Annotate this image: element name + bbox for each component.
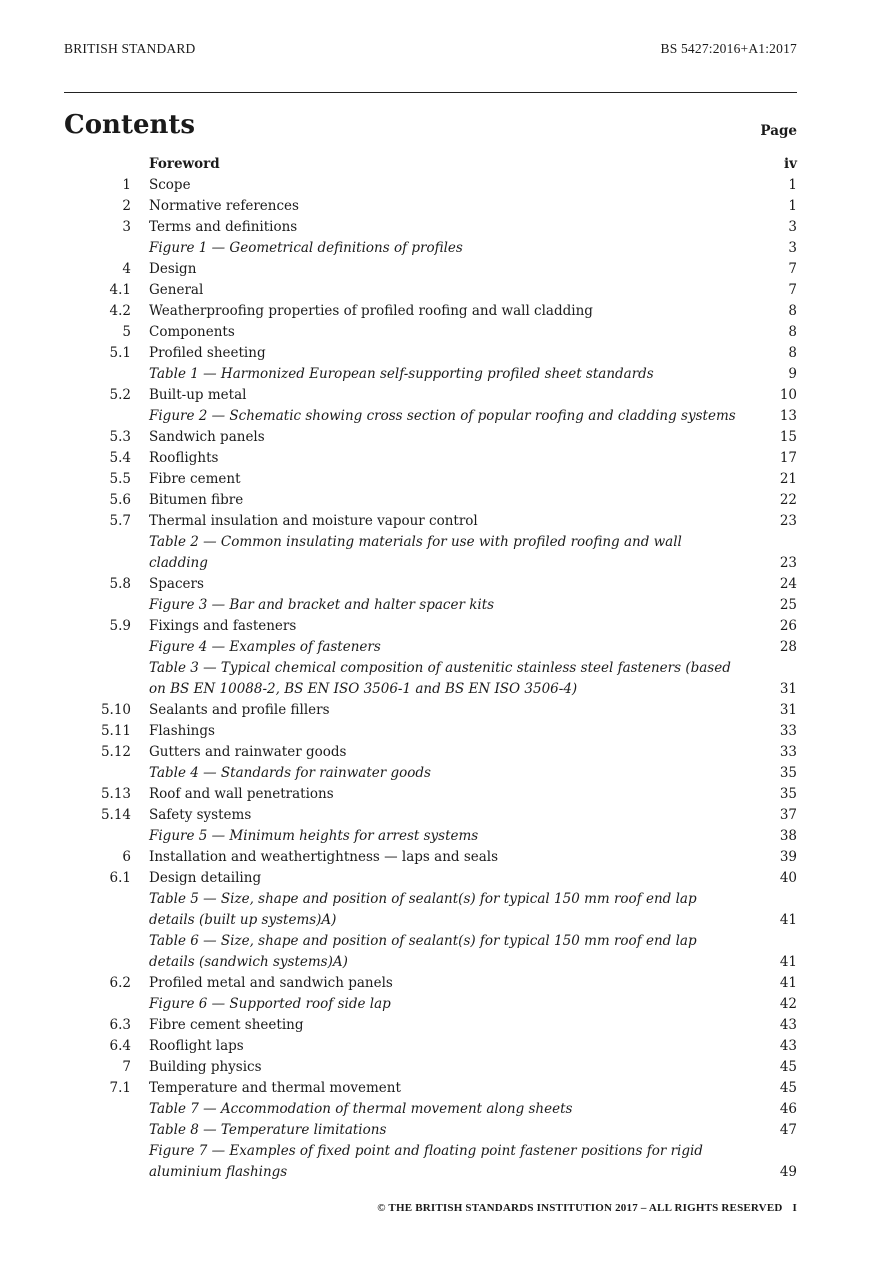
toc-entry-page: 17: [779, 450, 797, 466]
toc-entry-page: 35: [779, 765, 797, 781]
toc-entry-page: 40: [779, 870, 797, 886]
toc-entry-number: 7: [122, 1059, 131, 1075]
toc-entry-title: Design: [149, 261, 197, 277]
toc-entry-page: 8: [788, 324, 797, 340]
toc-entry[interactable]: [64, 154, 797, 175]
toc-entry-number: 7.1: [109, 1080, 131, 1096]
toc-entry-page: 3: [788, 219, 797, 235]
toc-entry-title: Components: [149, 324, 235, 340]
toc-entry[interactable]: [64, 784, 797, 805]
toc-entry[interactable]: [64, 511, 797, 532]
toc-entry-title: Installation and weathertightness — laps and seals: [149, 849, 499, 865]
toc-entry-page: 25: [779, 597, 797, 613]
footer-page-number: I: [792, 1202, 797, 1214]
footer-copyright: © THE BRITISH STANDARDS INSTITUTION 2017 – ALL RIGHTS RESERVED: [377, 1202, 783, 1214]
toc-entry[interactable]: [64, 574, 797, 595]
toc-entry-title: Bitumen fibre: [149, 492, 244, 508]
toc-entry-title: Gutters and rainwater goods: [149, 744, 347, 760]
toc-entry-number: 5.11: [100, 723, 131, 739]
toc-entry-title: Table 3 — Typical chemical composition of austenitic stainless steel fasteners (based on BS EN 10088-2, BS EN ISO 3506-1 and BS EN ISO 3506-4): [149, 660, 731, 697]
toc-entry[interactable]: [64, 1036, 797, 1057]
toc-entry[interactable]: [64, 1078, 797, 1099]
toc-entry-page: 21: [779, 471, 797, 487]
toc-entry[interactable]: [64, 448, 797, 469]
toc-entry-number: 6.4: [109, 1038, 131, 1054]
toc-entry-title: Profiled sheeting: [149, 345, 266, 361]
toc-entry-page: 22: [779, 492, 797, 508]
toc-entry-title: Thermal insulation and moisture vapour control: [149, 513, 478, 529]
toc-entry-page: 38: [779, 828, 797, 844]
toc-entry-title: Fixings and fasteners: [149, 618, 297, 634]
toc-entry-number: 5.2: [109, 387, 131, 403]
toc-entry-title: Foreword: [149, 156, 220, 172]
toc-entry-page: 41: [779, 954, 797, 970]
toc-entry-title: Design detailing: [149, 870, 262, 886]
footer: [377, 1202, 797, 1214]
toc-entry-page: 47: [779, 1122, 797, 1138]
toc-entry[interactable]: [64, 658, 797, 700]
toc-entry-title: Figure 2 — Schematic showing cross section of popular roofing and cladding systems: [149, 408, 736, 424]
toc-entry[interactable]: [64, 322, 797, 343]
toc-entry-number: 4: [122, 261, 131, 277]
toc-entry-page: 28: [779, 639, 797, 655]
toc-entry[interactable]: [64, 1141, 797, 1183]
toc-entry-page: 9: [788, 366, 797, 382]
toc-entry-page: 46: [779, 1101, 797, 1117]
table-of-contents: [64, 154, 797, 1183]
toc-entry[interactable]: [64, 217, 797, 238]
page-title: Contents: [64, 110, 196, 140]
toc-entry-number: 5.5: [109, 471, 131, 487]
toc-entry-page: 33: [779, 744, 797, 760]
toc-entry[interactable]: [64, 406, 797, 427]
toc-entry[interactable]: [64, 973, 797, 994]
toc-entry-title: Table 1 — Harmonized European self-supporting profiled sheet standards: [149, 366, 654, 382]
toc-entry-page: 7: [788, 261, 797, 277]
toc-entry[interactable]: [64, 847, 797, 868]
toc-entry-title: Table 5 — Size, shape and position of sealant(s) for typical 150 mm roof end lap details (built up systems)A): [149, 891, 697, 928]
toc-entry-page: 23: [779, 555, 797, 571]
toc-entry-title: Sealants and profile fillers: [149, 702, 330, 718]
toc-entry-number: 5.1: [109, 345, 131, 361]
toc-entry[interactable]: [64, 469, 797, 490]
toc-entry-title: Normative references: [149, 198, 299, 214]
toc-entry[interactable]: [64, 532, 797, 574]
toc-entry-title: Table 7 — Accommodation of thermal movement along sheets: [149, 1101, 573, 1117]
toc-entry[interactable]: [64, 721, 797, 742]
toc-entry-number: 5.10: [100, 702, 131, 718]
toc-entry-page: 10: [779, 387, 797, 403]
toc-entry-title: Table 6 — Size, shape and position of sealant(s) for typical 150 mm roof end lap details (sandwich systems)A): [149, 933, 697, 970]
toc-entry-title: Figure 6 — Supported roof side lap: [149, 996, 391, 1012]
toc-entry-page: 41: [779, 975, 797, 991]
toc-entry[interactable]: [64, 889, 797, 931]
toc-entry-title: Figure 1 — Geometrical definitions of profiles: [149, 240, 463, 256]
toc-entry-title: Table 2 — Common insulating materials for use with profiled roofing and wall cladding: [149, 534, 682, 571]
toc-entry-page: 33: [779, 723, 797, 739]
toc-entry-number: 6.2: [109, 975, 131, 991]
toc-entry-number: 5.4: [109, 450, 131, 466]
toc-entry[interactable]: [64, 238, 797, 259]
toc-entry-number: 4.1: [109, 282, 131, 298]
toc-entry-page: 24: [779, 576, 797, 592]
toc-entry-number: 1: [122, 177, 131, 193]
toc-entry-page: 26: [779, 618, 797, 634]
toc-entry-page: 3: [788, 240, 797, 256]
toc-entry-title: Table 8 — Temperature limitations: [149, 1122, 387, 1138]
toc-entry[interactable]: [64, 427, 797, 448]
toc-entry-number: 5.8: [109, 576, 131, 592]
header-right: BS 5427:2016+A1:2017: [660, 41, 797, 56]
toc-entry-title: Terms and definitions: [149, 219, 298, 235]
toc-entry-page: 7: [788, 282, 797, 298]
page-column-label: Page: [760, 123, 797, 139]
toc-entry[interactable]: [64, 280, 797, 301]
toc-entry-title: Safety systems: [149, 807, 252, 823]
toc-entry[interactable]: [64, 763, 797, 784]
toc-entry-title: Building physics: [149, 1059, 262, 1075]
toc-entry-number: 6: [122, 849, 131, 865]
toc-entry-title: Sandwich panels: [149, 429, 265, 445]
toc-entry-page: 37: [779, 807, 797, 823]
toc-entry-page: 31: [779, 702, 797, 718]
toc-entry[interactable]: [64, 1120, 797, 1141]
toc-entry-page: 31: [779, 681, 797, 697]
toc-entry[interactable]: [64, 700, 797, 721]
toc-entry-title: Spacers: [149, 576, 204, 592]
toc-entry-number: 6.1: [109, 870, 131, 886]
toc-entry-title: Figure 3 — Bar and bracket and halter spacer kits: [149, 597, 495, 613]
toc-entry-number: 2: [122, 198, 131, 214]
toc-entry-page: 1: [788, 177, 797, 193]
header-left: BRITISH STANDARD: [64, 41, 196, 56]
toc-entry[interactable]: [64, 490, 797, 511]
toc-entry-title: Rooflight laps: [149, 1038, 244, 1054]
toc-entry-number: 5.12: [100, 744, 131, 760]
toc-entry[interactable]: [64, 805, 797, 826]
toc-entry-title: Built-up metal: [149, 387, 247, 403]
toc-entry-number: 5.9: [109, 618, 131, 634]
toc-entry-page: 35: [779, 786, 797, 802]
toc-entry-page: 8: [788, 303, 797, 319]
toc-entry-page: 15: [779, 429, 797, 445]
toc-entry[interactable]: [64, 826, 797, 847]
toc-entry-title: Rooflights: [149, 450, 219, 466]
toc-entry-page: 1: [788, 198, 797, 214]
header-rule: [64, 92, 797, 93]
toc-entry-title: Fibre cement sheeting: [149, 1017, 304, 1033]
toc-entry-number: 5.3: [109, 429, 131, 445]
toc-entry-title: Weatherproofing properties of profiled roofing and wall cladding: [149, 303, 593, 319]
toc-entry[interactable]: [64, 868, 797, 889]
toc-entry[interactable]: [64, 259, 797, 280]
toc-entry[interactable]: [64, 175, 797, 196]
toc-entry-page: 23: [779, 513, 797, 529]
toc-entry[interactable]: [64, 616, 797, 637]
toc-entry-page: 8: [788, 345, 797, 361]
toc-entry[interactable]: [64, 385, 797, 406]
toc-entry[interactable]: [64, 301, 797, 322]
toc-entry[interactable]: [64, 994, 797, 1015]
toc-entry[interactable]: [64, 1099, 797, 1120]
toc-entry[interactable]: [64, 1015, 797, 1036]
toc-entry-page: 45: [779, 1080, 797, 1096]
toc-entry[interactable]: [64, 637, 797, 658]
toc-entry-page: 13: [779, 408, 797, 424]
toc-entry-number: 5.13: [100, 786, 131, 802]
toc-entry-title: Roof and wall penetrations: [149, 786, 334, 802]
toc-entry-number: 6.3: [109, 1017, 131, 1033]
toc-entry-title: Temperature and thermal movement: [149, 1080, 401, 1096]
toc-entry-title: General: [149, 282, 204, 298]
toc-entry-page: 39: [779, 849, 797, 865]
toc-entry-title: Flashings: [149, 723, 215, 739]
toc-entry-page: 45: [779, 1059, 797, 1075]
toc-entry-title: Figure 5 — Minimum heights for arrest systems: [149, 828, 479, 844]
toc-entry[interactable]: [64, 931, 797, 973]
toc-entry[interactable]: [64, 364, 797, 385]
toc-entry[interactable]: [64, 595, 797, 616]
toc-entry-title: Fibre cement: [149, 471, 241, 487]
toc-entry-title: Figure 7 — Examples of fixed point and floating point fastener positions for rigid aluminium flashings: [149, 1143, 703, 1180]
toc-entry-number: 5.7: [109, 513, 131, 529]
toc-entry-title: Scope: [149, 177, 191, 193]
toc-entry-title: Figure 4 — Examples of fasteners: [149, 639, 381, 655]
toc-entry-page: iv: [784, 156, 797, 172]
toc-entry-title: Profiled metal and sandwich panels: [149, 975, 393, 991]
toc-entry-page: 43: [779, 1038, 797, 1054]
toc-entry-page: 43: [779, 1017, 797, 1033]
toc-entry[interactable]: [64, 196, 797, 217]
toc-entry-number: 5.14: [100, 807, 131, 823]
toc-entry-page: 49: [779, 1164, 797, 1180]
toc-entry[interactable]: [64, 1057, 797, 1078]
toc-entry[interactable]: [64, 742, 797, 763]
toc-entry-number: 3: [122, 219, 131, 235]
toc-entry-number: 5.6: [109, 492, 131, 508]
toc-entry-title: Table 4 — Standards for rainwater goods: [149, 765, 431, 781]
toc-entry-page: 41: [779, 912, 797, 928]
toc-entry-number: 5: [122, 324, 131, 340]
toc-entry-number: 4.2: [109, 303, 131, 319]
toc-entry-page: 42: [779, 996, 797, 1012]
toc-entry[interactable]: [64, 343, 797, 364]
